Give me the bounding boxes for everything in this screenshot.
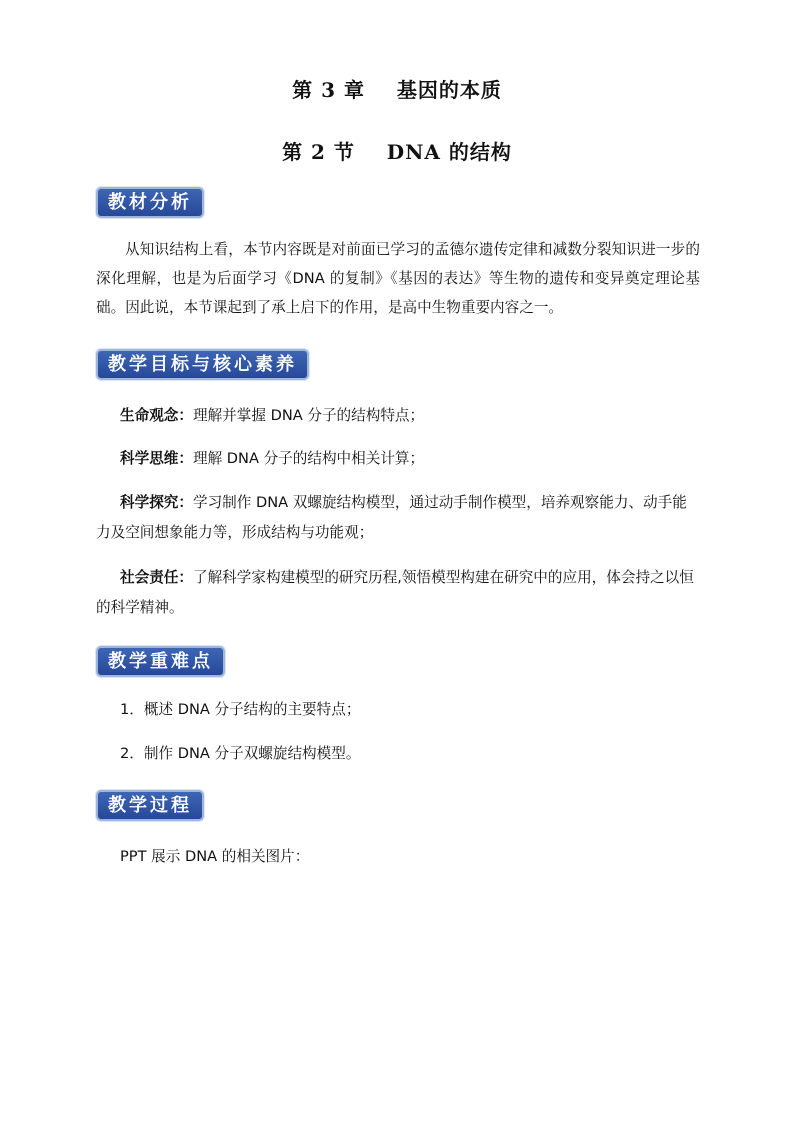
analysis-paragraph: 从知识结构上看，本节内容既是对前面已学习的孟德尔遗传定律和减数分裂知识进一步的深化理解，也是为后面学习《DNA 的复制》《基因的表达》等生物的遗传和变异奠定理论基础。因此说，本节课起到了承上启下的作用，是高中生物重要内容之一。 [96,241,700,316]
objective-item-scientific-thinking [96,444,700,474]
chapter-title: 第 3 章 基因的本质 [292,78,502,102]
analysis-heading: 教材分析 [96,187,204,218]
process-paragraph: PPT 展示 DNA 的相关图片： [120,848,310,865]
key-point-item: 1．概述 DNA 分子结构的主要特点； [120,701,361,718]
objective-text: 了解科学家构建模型的研究历程,领悟模型构建在研究中的应用，体会持之以恒的科学精神。 [96,569,694,616]
key-point-item: 2．制作 DNA 分子双螺旋结构模型。 [120,745,361,762]
objective-label: 科学探究： [120,494,193,511]
objective-text: 理解 DNA 分子的结构中相关计算； [192,450,425,467]
section-title: 第 2 节 DNA 的结构 [282,140,512,164]
objective-label: 生命观念： [120,407,193,424]
objective-text: 学习制作 DNA 双螺旋结构模型，通过动手制作模型，培养观察能力、动手能力及空间想象能力等，形成结构与功能观； [96,494,687,541]
process-heading: 教学过程 [96,790,204,821]
objective-label: 科学思维： [120,450,193,467]
key-points-heading: 教学重难点 [96,646,225,677]
objective-item-social-responsibility [96,563,700,623]
objective-label: 社会责任： [120,569,193,586]
objective-item-scientific-inquiry [96,488,700,548]
objectives-heading: 教学目标与核心素养 [96,349,309,380]
objective-text: 理解并掌握 DNA 分子的结构特点； [192,407,425,424]
objective-item-life-concept [96,401,700,431]
